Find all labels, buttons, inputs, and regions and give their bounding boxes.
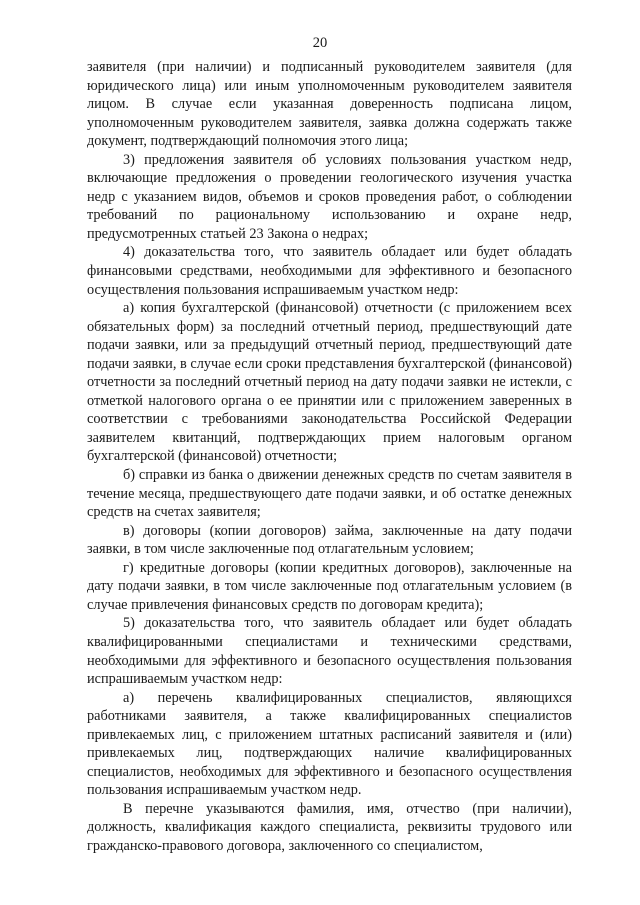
page-number: 20 [312,35,328,51]
paragraph-item-5: 5) доказательства того, что заявитель обладает или будет обладать квалифицированными специалистами и техническими средствами, необходимыми для эффективного и безопасного осуществления пользования испрашиваемым участком недр: [87,615,572,688]
paragraph-item-4b: б) справки из банка о движении денежных средств по счетам заявителя в течение месяца, предшествующего дате подачи заявки, и об остатке денежных средств на счетах заявителя; [87,467,572,521]
paragraph-list-details: В перечне указываются фамилия, имя, отчество (при наличии), должность, квалификация каждого специалиста, реквизиты трудового или гражданско-правового договора, заключенного со специалистом, [87,800,572,854]
paragraph-item-5a: а) перечень квалифицированных специалистов, являющихся работниками заявителя, а также квалифицированных специалистов привлекаемых лиц, с приложением штатных расписаний заявителя и (или) привлекаемых лиц, подтверждающих наличие квалифицированных специалистов, необходимых для эффективного и безопасного осуществления пользования испрашиваемым участком недр. [87,689,572,799]
document-body [87,58,572,856]
paragraph-item-4g: г) кредитные договоры (копии кредитных договоров), заключенные на дату подачи заявки, в том числе заключенные под отлагательным условием (в случае привлечения финансовых средств по договорам кредита); [87,559,572,613]
paragraph-item-3: 3) предложения заявителя об условиях пользования участком недр, включающие предложения о проведении геологического изучения участка недр с указанием видов, объемов и сроков проведения работ, о соблюдении требований по рациональному использованию и охране недр, предусмотренных статьей 23 Закона о недрах; [87,151,572,242]
paragraph-item-4a: а) копия бухгалтерской (финансовой) отчетности (с приложением всех обязательных форм) за последний отчетный период, предшествующий дате подачи заявки, или за предыдущий отчетный период, предшествующий дате подачи заявки, в случае если сроки представления бухгалтерской (финансовой) отчетности за последний отчетный период на дату подачи заявки не истекли, с отметкой налогового органа о ее принятии или с приложением заверенных в соответствии с требованиями законодательства Российской Федерации заявителем квитанций, подтверждающих прием налоговым органом бухгалтерской (финансовой) отчетности; [87,300,572,465]
paragraph-item-4: 4) доказательства того, что заявитель обладает или будет обладать финансовыми средствами, необходимыми для эффективного и безопасного осуществления пользования испрашиваемым участком недр: [87,244,572,298]
paragraph-continuation: заявителя (при наличии) и подписанный руководителем заявителя (для юридического лица) или иным уполномоченным руководителем заявителя лицом. В случае если указанная доверенность подписана лицом, уполномоченным руководителем заявителя, заявка должна содержать также документ, подтверждающий полномочия этого лица; [87,59,572,150]
paragraph-item-4v: в) договоры (копии договоров) займа, заключенные на дату подачи заявки, в том числе заключенные под отлагательным условием; [87,522,572,558]
